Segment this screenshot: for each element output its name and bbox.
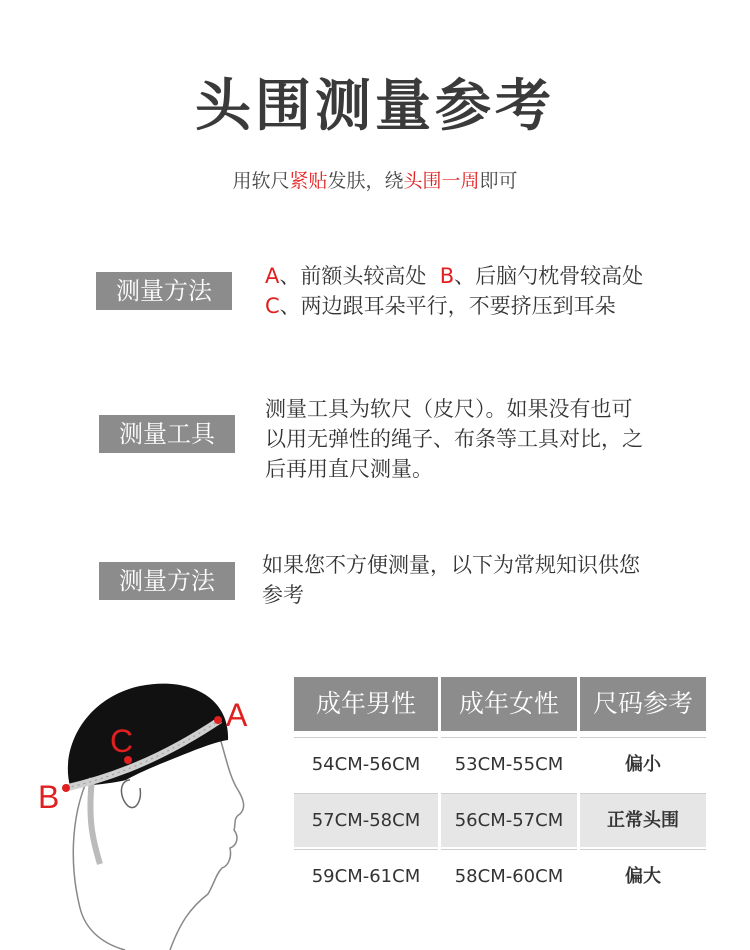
cell-size: 正常头围 [580,793,706,847]
section-tag-reference: 测量方法 [99,562,235,600]
cell-size: 偏大 [580,849,706,903]
tool-line-3: 后再用直尺测量。 [265,457,433,481]
cell-male: 57CM-58CM [294,793,438,847]
hair-shape [68,684,228,786]
cell-male: 54CM-56CM [294,737,438,791]
head-measurement-diagram [30,668,270,950]
subtitle [0,166,750,193]
cell-female: 58CM-60CM [441,849,577,903]
section-text-method [265,261,725,321]
cell-female: 56CM-57CM [441,793,577,847]
section-tag-method: 测量方法 [96,272,232,310]
method-text-c: 、两边跟耳朵平行，不要挤压到耳朵 [279,294,616,318]
table-row [294,737,706,791]
mark-c: C [265,294,280,318]
table-row [294,793,706,847]
cell-male: 59CM-61CM [294,849,438,903]
section-tag-tool: 测量工具 [99,415,235,453]
table-header [294,677,706,731]
cell-female: 53CM-55CM [441,737,577,791]
header-male: 成年男性 [294,677,438,731]
header-size: 尺码参考 [580,677,706,731]
label-b: B [38,779,60,815]
page-title: 头围测量参考 [195,74,555,139]
method-text-a: 、前额头较高处 [279,264,440,288]
point-a-dot [214,716,222,724]
section-text-reference [262,550,722,610]
mark-b: B [439,264,455,288]
header-female: 成年女性 [441,677,577,731]
reference-line-1: 如果您不方便测量，以下为常规知识供您 [262,553,640,577]
method-line-2 [265,291,725,321]
face-profile [170,738,244,950]
reference-line-2: 参考 [262,583,304,607]
subtitle-part-2: 发肤，绕 [327,170,404,192]
method-text-b: 、后脑勺枕骨较高处 [454,264,644,288]
point-b-dot [62,784,70,792]
label-c: C [110,723,134,759]
method-line-1 [265,261,725,291]
tool-line-1: 测量工具为软尺（皮尺）。如果没有也可 [265,397,633,421]
label-a: A [226,697,248,733]
subtitle-highlight-1: 紧贴 [289,170,328,192]
subtitle-part-1: 用软尺 [232,170,290,192]
tool-line-2: 以用无弹性的绳子、布条等工具对比，之 [265,427,643,451]
cell-size: 偏小 [580,737,706,791]
subtitle-part-3: 即可 [479,170,518,192]
table-row [294,849,706,903]
section-text-tool [265,394,725,484]
ear-outline [121,780,140,808]
mark-a: A [265,264,280,288]
subtitle-highlight-2: 头围一周 [403,170,480,192]
tape-hanging-end [90,778,100,864]
size-table [294,677,706,903]
